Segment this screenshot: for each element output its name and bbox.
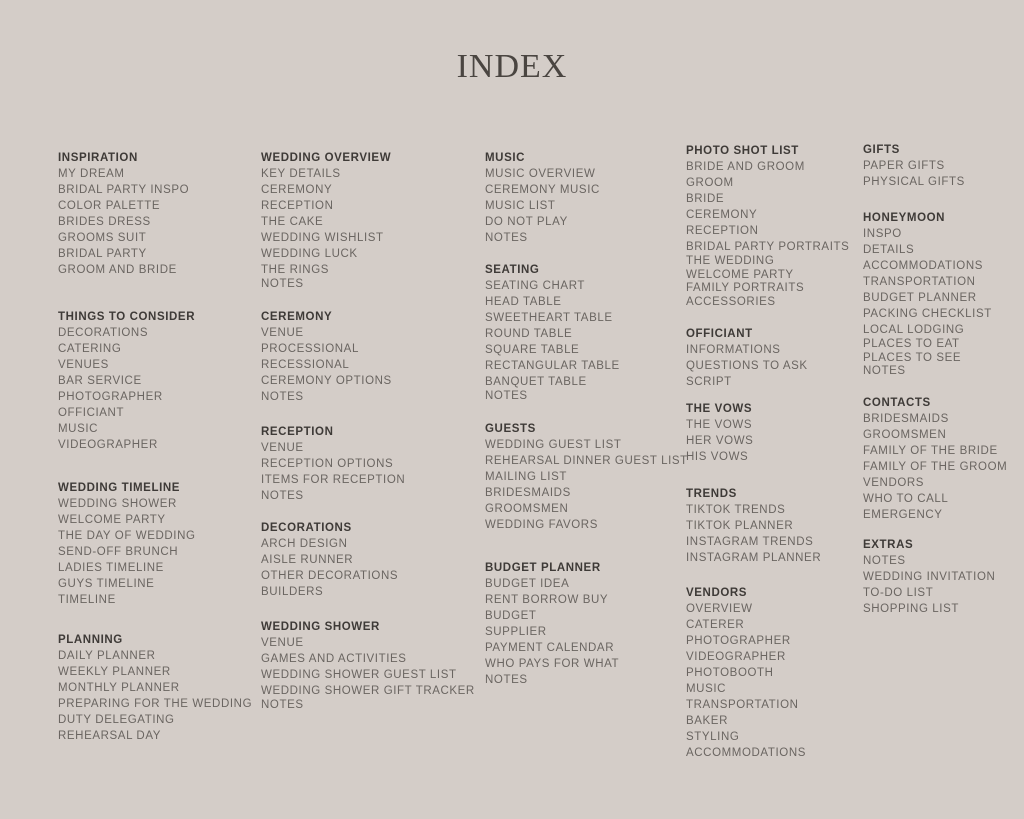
index-link[interactable]: DUTY DELEGATING: [58, 714, 175, 726]
index-link[interactable]: PAYMENT CALENDAR: [485, 642, 615, 654]
index-link[interactable]: WEDDING SHOWER GIFT TRACKER: [261, 685, 475, 697]
index-link[interactable]: MUSIC OVERVIEW: [485, 168, 596, 180]
index-link[interactable]: BRIDESMAIDS: [485, 487, 571, 499]
index-link[interactable]: NOTES: [863, 555, 906, 567]
index-link[interactable]: WEDDING SHOWER GUEST LIST: [261, 669, 457, 681]
index-section: [863, 537, 995, 617]
section-heading[interactable]: PHOTO SHOT LIST: [686, 145, 799, 157]
section-heading[interactable]: THE VOWS: [686, 403, 753, 415]
index-link[interactable]: VIDEOGRAPHER: [686, 651, 786, 663]
index-link[interactable]: PREPARING FOR THE WEDDING: [58, 698, 253, 710]
index-link[interactable]: PAPER GIFTS: [863, 160, 945, 172]
index-link[interactable]: CEREMONY OPTIONS: [261, 375, 392, 387]
index-link[interactable]: CEREMONY: [686, 209, 758, 221]
index-link[interactable]: AISLE RUNNER: [261, 554, 354, 566]
index-link[interactable]: BRIDAL PARTY INSPO: [58, 184, 190, 196]
index-section: [261, 309, 392, 405]
index-link[interactable]: RENT BORROW BUY: [485, 594, 609, 606]
section-heading[interactable]: PLANNING: [58, 634, 123, 646]
index-link[interactable]: DO NOT PLAY: [485, 216, 568, 228]
index-link[interactable]: INFORMATIONS: [686, 344, 781, 356]
index-link[interactable]: EMERGENCY: [863, 509, 943, 521]
index-link[interactable]: SCRIPT: [686, 376, 732, 388]
index-section: [261, 150, 391, 292]
index-link[interactable]: DETAILS: [863, 244, 915, 256]
index-link[interactable]: MAILING LIST: [485, 471, 567, 483]
index-link[interactable]: NOTES: [863, 365, 906, 377]
index-link[interactable]: QUESTIONS TO ASK: [686, 360, 808, 372]
index-link[interactable]: ITEMS FOR RECEPTION: [261, 474, 406, 486]
index-link[interactable]: BUDGET PLANNER: [863, 292, 977, 304]
index-link[interactable]: PLACES TO EAT: [863, 338, 960, 350]
index-section: [58, 480, 196, 608]
section-heading[interactable]: WEDDING OVERVIEW: [261, 152, 392, 164]
index-link[interactable]: BRIDE AND GROOM: [686, 161, 805, 173]
index-link[interactable]: RECEPTION OPTIONS: [261, 458, 394, 470]
index-link[interactable]: TIMELINE: [58, 594, 116, 606]
index-link[interactable]: OTHER DECORATIONS: [261, 570, 399, 582]
index-link[interactable]: CATERER: [686, 619, 745, 631]
section-heading[interactable]: HONEYMOON: [863, 212, 946, 224]
index-link[interactable]: VENUES: [58, 359, 109, 371]
index-link[interactable]: THE WEDDING: [686, 255, 775, 267]
index-link[interactable]: ARCH DESIGN: [261, 538, 348, 550]
index-link[interactable]: FAMILY PORTRAITS: [686, 282, 805, 294]
index-link[interactable]: RECTANGULAR TABLE: [485, 360, 620, 372]
index-section: [686, 486, 821, 566]
index-link[interactable]: CATERING: [58, 343, 122, 355]
index-link[interactable]: WELCOME PARTY: [58, 514, 166, 526]
index-link[interactable]: FAMILY OF THE BRIDE: [863, 445, 998, 457]
index-link[interactable]: INSTAGRAM TRENDS: [686, 536, 814, 548]
index-link[interactable]: GAMES AND ACTIVITIES: [261, 653, 407, 665]
index-link[interactable]: TRANSPORTATION: [863, 276, 976, 288]
index-link[interactable]: TIKTOK TRENDS: [686, 504, 786, 516]
section-heading[interactable]: RECEPTION: [261, 426, 334, 438]
index-link[interactable]: SQUARE TABLE: [485, 344, 580, 356]
index-link[interactable]: BUILDERS: [261, 586, 324, 598]
index-link[interactable]: GROOM: [686, 177, 734, 189]
index-section: [686, 585, 806, 761]
index-link[interactable]: PHOTOGRAPHER: [686, 635, 791, 647]
index-link[interactable]: THE CAKE: [261, 216, 324, 228]
index-link[interactable]: WELCOME PARTY: [686, 268, 794, 281]
index-link[interactable]: SEATING CHART: [485, 280, 586, 292]
index-link[interactable]: WEDDING INVITATION: [863, 571, 996, 583]
index-link[interactable]: VENUE: [261, 637, 304, 649]
index-section: [863, 210, 992, 379]
index-link[interactable]: TO-DO LIST: [863, 587, 934, 599]
index-link[interactable]: WEDDING LUCK: [261, 248, 358, 260]
index-link[interactable]: WEDDING FAVORS: [485, 519, 598, 531]
section-heading[interactable]: TRENDS: [686, 488, 737, 500]
index-section: [485, 421, 688, 533]
index-link[interactable]: NOTES: [485, 674, 528, 686]
index-link[interactable]: VENUE: [261, 327, 304, 339]
index-link[interactable]: PACKING CHECKLIST: [863, 308, 992, 320]
index-link[interactable]: INSTAGRAM PLANNER: [686, 552, 822, 564]
index-link[interactable]: REHEARSAL DAY: [58, 730, 162, 742]
index-link[interactable]: CEREMONY: [261, 184, 333, 196]
section-heading[interactable]: GIFTS: [863, 144, 900, 156]
index-link[interactable]: RECESSIONAL: [261, 359, 350, 371]
section-heading[interactable]: MUSIC: [485, 152, 526, 164]
index-link[interactable]: HIS VOWS: [686, 451, 749, 463]
index-link[interactable]: GROOMSMEN: [485, 503, 569, 515]
section-heading[interactable]: THINGS TO CONSIDER: [58, 311, 196, 323]
index-link[interactable]: INSPO: [863, 228, 902, 240]
index-section: [485, 262, 620, 404]
index-link[interactable]: RECEPTION: [261, 200, 334, 212]
section-heading[interactable]: EXTRAS: [863, 539, 914, 551]
index-link[interactable]: GROOM AND BRIDE: [58, 264, 177, 276]
index-link[interactable]: VENDORS: [863, 477, 925, 489]
index-link[interactable]: WEEKLY PLANNER: [58, 666, 171, 678]
index-link[interactable]: FAMILY OF THE GROOM: [863, 461, 1008, 473]
index-link[interactable]: MONTHLY PLANNER: [58, 682, 180, 694]
index-link[interactable]: VIDEOGRAPHER: [58, 439, 158, 451]
section-heading[interactable]: WEDDING TIMELINE: [58, 482, 181, 494]
index-link[interactable]: CEREMONY MUSIC: [485, 184, 600, 196]
index-section: [261, 424, 405, 504]
index-link[interactable]: KEY DETAILS: [261, 168, 341, 180]
index-section: [58, 150, 189, 278]
section-heading[interactable]: VENDORS: [686, 587, 748, 599]
index-section: [58, 309, 195, 453]
index-section: [686, 401, 753, 465]
index-link[interactable]: TIKTOK PLANNER: [686, 520, 794, 532]
index-link[interactable]: COLOR PALETTE: [58, 200, 161, 212]
index-link[interactable]: HER VOWS: [686, 435, 754, 447]
index-section: [863, 142, 965, 190]
index-section: [58, 632, 252, 744]
index-link[interactable]: PROCESSIONAL: [261, 343, 359, 355]
section-heading[interactable]: CONTACTS: [863, 397, 931, 409]
index-link[interactable]: BUDGET IDEA: [485, 578, 570, 590]
index-link[interactable]: PHYSICAL GIFTS: [863, 176, 965, 188]
index-link[interactable]: ACCOMMODATIONS: [863, 260, 983, 272]
index-link[interactable]: REHEARSAL DINNER GUEST LIST: [485, 455, 688, 467]
section-heading[interactable]: WEDDING SHOWER: [261, 621, 380, 633]
index-link[interactable]: BRIDAL PARTY: [58, 248, 147, 260]
index-link[interactable]: BUDGET: [485, 610, 537, 622]
index-link[interactable]: MY DREAM: [58, 168, 125, 180]
index-link[interactable]: PLACES TO SEE: [863, 351, 962, 364]
index-link[interactable]: VENUE: [261, 442, 304, 454]
index-section: [686, 143, 849, 309]
index-link[interactable]: GUYS TIMELINE: [58, 578, 155, 590]
section-heading[interactable]: OFFICIANT: [686, 328, 753, 340]
section-heading[interactable]: SEATING: [485, 264, 540, 276]
index-link[interactable]: NOTES: [261, 490, 304, 502]
page-title: INDEX: [456, 48, 568, 85]
section-heading[interactable]: INSPIRATION: [58, 152, 138, 164]
index-link[interactable]: PHOTOBOOTH: [686, 667, 774, 679]
index-link[interactable]: NOTES: [261, 391, 304, 403]
index-link[interactable]: WHO PAYS FOR WHAT: [485, 658, 620, 670]
section-heading[interactable]: BUDGET PLANNER: [485, 562, 601, 574]
index-link[interactable]: SEND-OFF BRUNCH: [58, 546, 179, 558]
section-heading[interactable]: DECORATIONS: [261, 522, 352, 534]
index-link[interactable]: STYLING: [686, 731, 740, 743]
index-link[interactable]: PHOTOGRAPHER: [58, 391, 163, 403]
index-section: [686, 326, 808, 390]
index-link[interactable]: LOCAL LODGING: [863, 324, 965, 336]
index-link[interactable]: BANQUET TABLE: [485, 376, 587, 388]
index-section: [261, 520, 398, 600]
index-link[interactable]: MUSIC: [58, 423, 99, 435]
index-link[interactable]: MUSIC: [686, 683, 727, 695]
index-link[interactable]: TRANSPORTATION: [686, 699, 799, 711]
index-section: [863, 395, 1007, 523]
index-link[interactable]: NOTES: [485, 390, 528, 402]
index-link[interactable]: WEDDING WISHLIST: [261, 232, 384, 244]
index-link[interactable]: NOTES: [261, 699, 304, 711]
index-section: [485, 560, 619, 688]
index-link[interactable]: SHOPPING LIST: [863, 603, 959, 615]
index-link[interactable]: THE VOWS: [686, 419, 753, 431]
index-link[interactable]: BAKER: [686, 715, 728, 727]
section-heading[interactable]: CEREMONY: [261, 311, 333, 323]
index-link[interactable]: WEDDING GUEST LIST: [485, 439, 622, 451]
index-link[interactable]: THE RINGS: [261, 264, 330, 276]
section-heading[interactable]: GUESTS: [485, 423, 536, 435]
index-link[interactable]: BRIDE: [686, 193, 725, 205]
index-link[interactable]: BAR SERVICE: [58, 375, 142, 387]
index-link[interactable]: ROUND TABLE: [485, 328, 573, 340]
index-link[interactable]: MUSIC LIST: [485, 200, 556, 212]
index-link[interactable]: GROOMSMEN: [863, 429, 947, 441]
index-section: [485, 150, 600, 246]
index-link[interactable]: NOTES: [485, 232, 528, 244]
index-link[interactable]: HEAD TABLE: [485, 296, 562, 308]
index-link[interactable]: GROOMS SUIT: [58, 232, 147, 244]
index-link[interactable]: THE DAY OF WEDDING: [58, 530, 196, 542]
index-link[interactable]: DAILY PLANNER: [58, 650, 156, 662]
index-link[interactable]: WHO TO CALL: [863, 493, 949, 505]
index-link[interactable]: ACCESSORIES: [686, 295, 776, 308]
index-link[interactable]: BRIDAL PARTY PORTRAITS: [686, 241, 850, 253]
index-link[interactable]: BRIDESMAIDS: [863, 413, 949, 425]
index-link[interactable]: SUPPLIER: [485, 626, 547, 638]
index-link[interactable]: BRIDES DRESS: [58, 216, 151, 228]
index-link[interactable]: NOTES: [261, 278, 304, 290]
index-link[interactable]: RECEPTION: [686, 225, 759, 237]
index-link[interactable]: OVERVIEW: [686, 603, 753, 615]
index-link[interactable]: ACCOMMODATIONS: [686, 747, 806, 759]
index-link[interactable]: WEDDING SHOWER: [58, 498, 177, 510]
index-link[interactable]: OFFICIANT: [58, 407, 125, 419]
index-section: [261, 619, 475, 713]
index-link[interactable]: DECORATIONS: [58, 327, 149, 339]
index-link[interactable]: LADIES TIMELINE: [58, 562, 164, 574]
index-link[interactable]: SWEETHEART TABLE: [485, 312, 613, 324]
